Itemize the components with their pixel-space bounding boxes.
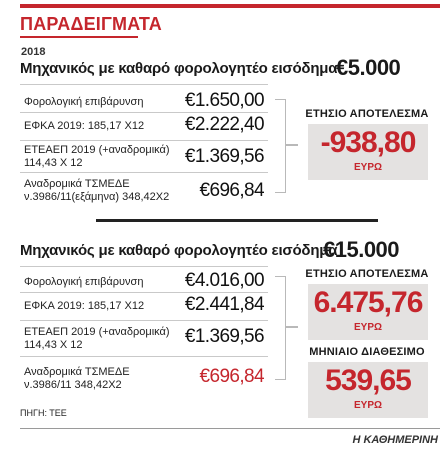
s1-row-4-value: €696,84	[199, 180, 264, 201]
scenario-2-title: Μηχανικός με καθαρό φορολογητέο εισόδημα	[20, 242, 338, 259]
s2-result-unit: ΕΥΡΩ	[353, 322, 383, 333]
row-divider	[20, 140, 268, 141]
top-accent-rule	[20, 4, 440, 8]
scenario-1-title: Μηχανικός με καθαρό φορολογητέο εισόδημα	[20, 60, 338, 77]
scenario-1-income: €5.000	[336, 55, 401, 80]
s2-row-3-label: ΕΤΕΑΕΠ 2019 (+αναδρομικά) 114,43 Χ 12	[24, 326, 170, 351]
s2-result-value: 6.475,76	[313, 286, 423, 319]
s2-row-2-label: ΕΦΚΑ 2019: 185,17 Χ12	[24, 300, 145, 312]
s2-row-1-value: €4.016,00	[184, 270, 264, 291]
year-label: 2018	[21, 46, 46, 58]
s2-monthly-value: 539,65	[325, 364, 411, 397]
scenario-1-bracket	[275, 99, 286, 193]
footer-rule	[20, 428, 440, 429]
row-divider	[20, 84, 268, 85]
title-underline	[20, 36, 138, 38]
s2-monthly-title: ΜΗΝΙΑΙΟ ΔΙΑΘΕΣΙΜΟ	[309, 346, 425, 358]
s1-row-2-value: €2.222,40	[184, 114, 264, 135]
row-divider	[20, 356, 268, 357]
bracket-connector	[286, 144, 298, 146]
s1-row-1-value: €1.650,00	[184, 90, 264, 111]
s1-row-4-label: Αναδρομικά ΤΣΜΕΔΕ ν.3986/11(εξάμηνα) 348,42Χ2	[24, 178, 170, 203]
s1-result-value: -938,80	[320, 126, 416, 159]
scenario-2-income: €15.000	[323, 237, 400, 262]
row-divider	[20, 292, 268, 293]
s1-result-title: ΕΤΗΣΙΟ ΑΠΟΤΕΛΕΣΜΑ	[305, 108, 429, 120]
row-divider	[20, 320, 268, 321]
s1-row-1-label: Φορολογική επιβάρυνση	[24, 96, 144, 108]
row-divider	[20, 172, 268, 173]
row-divider	[20, 112, 268, 113]
s1-row-3-label: ΕΤΕΑΕΠ 2019 (+αναδρομικά) 114,43 Χ 12	[24, 144, 170, 169]
s2-row-4-label: Αναδρομικά ΤΣΜΕΔΕ ν.3986/11 348,42Χ2	[24, 366, 130, 391]
publisher-logo: Η ΚΑΘΗΜΕΡΙΝΗ	[352, 434, 438, 446]
s2-row-1-label: Φορολογική επιβάρυνση	[24, 276, 144, 288]
s1-result-unit: ΕΥΡΩ	[353, 162, 383, 173]
scenario-2-bracket	[275, 276, 286, 380]
source-note: ΠΗΓΗ: ΤΕΕ	[20, 408, 67, 418]
s2-row-2-value: €2.441,84	[184, 294, 264, 315]
section-divider	[96, 219, 378, 222]
bracket-connector	[286, 326, 298, 328]
s2-result-title: ΕΤΗΣΙΟ ΑΠΟΤΕΛΕΣΜΑ	[305, 268, 429, 280]
s1-row-2-label: ΕΦΚΑ 2019: 185,17 Χ12	[24, 120, 145, 132]
row-divider	[20, 266, 268, 267]
s2-monthly-unit: ΕΥΡΩ	[353, 400, 383, 411]
s2-row-3-value: €1.369,56	[184, 326, 264, 347]
s1-row-3-value: €1.369,56	[184, 146, 264, 167]
infographic-title: ΠΑΡΑΔΕΙΓΜΑΤΑ	[20, 14, 162, 34]
s2-row-4-value: €696,84	[199, 366, 264, 387]
